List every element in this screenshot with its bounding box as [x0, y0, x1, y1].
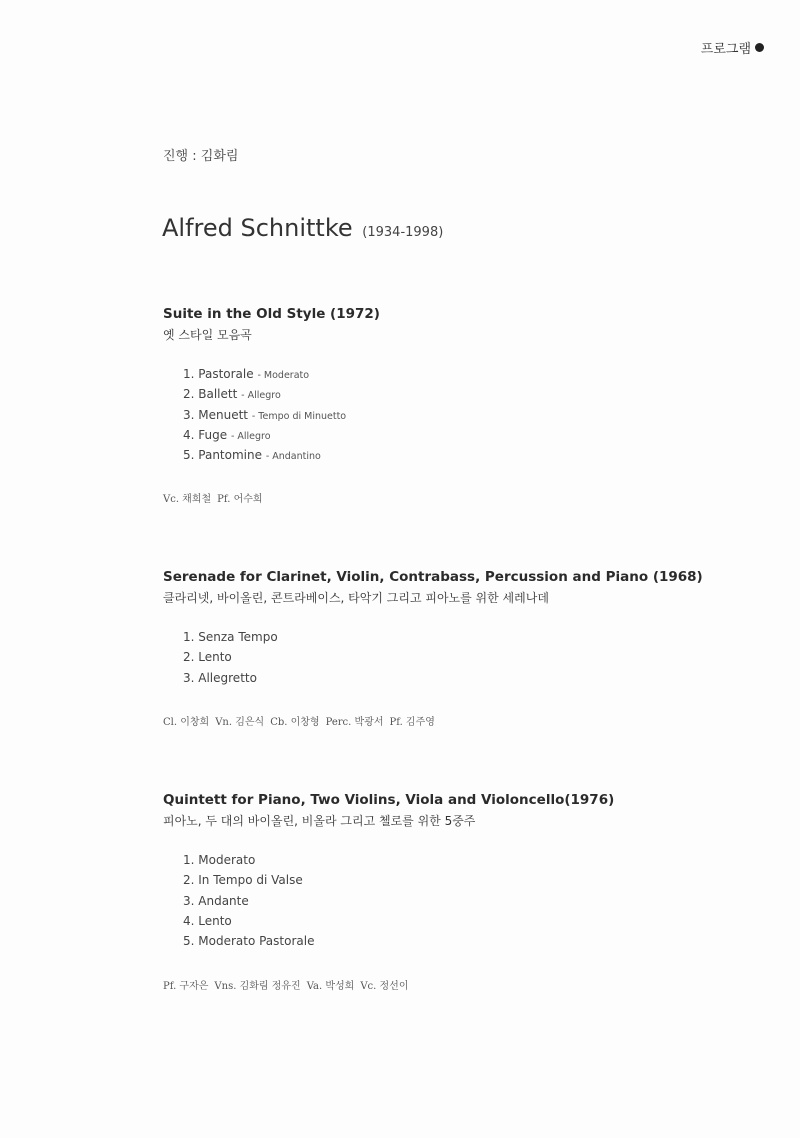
movement-label: 3. Menuett — [183, 407, 249, 422]
bullet-dot-icon — [755, 43, 764, 52]
performer: Vc. 정선이 — [360, 981, 409, 992]
section-label: 프로그램 — [700, 42, 751, 57]
movement-label: 1. Moderato — [183, 853, 256, 867]
movement-tempo: - Tempo di Minuetto — [251, 410, 347, 422]
movement-label: 4. Lento — [183, 913, 232, 928]
movement-label: 2. Lento — [183, 650, 232, 665]
movement-list — [183, 364, 763, 465]
performer: Perc. 박광서 — [325, 717, 384, 728]
movement-item — [183, 911, 763, 931]
work-2 — [163, 567, 763, 688]
movement-label: 3. Allegretto — [183, 670, 257, 685]
movement-item — [183, 870, 763, 890]
movement-label: 1. Pastorale — [183, 367, 254, 381]
movement-list — [183, 627, 763, 688]
movement-list — [183, 850, 763, 951]
performer: Pf. 김주영 — [389, 717, 435, 728]
performer: Pf. 어수희 — [217, 494, 263, 505]
performer: Pf. 구자은 — [163, 981, 209, 992]
movement-label: 4. Fuge — [183, 427, 228, 442]
work-subtitle: 클라리넷, 바이올린, 콘트라베이스, 타악기 그리고 피아노를 위한 세레나데 — [163, 591, 549, 605]
work-3 — [163, 790, 763, 951]
performers-line — [163, 977, 763, 992]
movement-label: 1. Senza Tempo — [183, 630, 278, 644]
composer-name: Alfred Schnittke — [162, 214, 353, 242]
movement-item — [183, 405, 763, 425]
movement-item — [183, 850, 763, 870]
performer: Vc. 채희철 — [163, 494, 212, 505]
movement-item — [183, 627, 763, 647]
movement-item — [183, 425, 763, 445]
movement-tempo: - Allegro — [241, 390, 281, 402]
performers-line — [163, 713, 763, 728]
movement-item — [183, 931, 763, 951]
performer: Vns. 김화림 정유진 — [214, 981, 301, 992]
movement-tempo: - Andantino — [265, 451, 321, 463]
page-header — [701, 38, 764, 57]
work-title: Serenade for Clarinet, Violin, Contrabass, Percussion and Piano (1968) — [163, 569, 703, 585]
work-subtitle: 옛 스타일 모음곡 — [163, 328, 252, 342]
performer: Vn. 김은식 — [215, 717, 265, 728]
movement-item — [183, 891, 763, 911]
work-title: Quintett for Piano, Two Violins, Viola and Violoncello(1976) — [163, 792, 615, 808]
movement-label: 5. Pantomine — [183, 448, 262, 463]
performer: Cl. 이창희 — [163, 717, 210, 728]
movement-item — [183, 668, 763, 688]
movement-item — [183, 384, 763, 404]
performer: Va. 박성희 — [306, 981, 355, 992]
movement-label: 5. Moderato Pastorale — [183, 934, 315, 949]
work-1 — [163, 304, 763, 465]
composer-years: (1934-1998) — [362, 225, 444, 240]
movement-label: 2. In Tempo di Valse — [183, 873, 303, 888]
work-title: Suite in the Old Style (1972) — [163, 306, 380, 322]
performer: Cb. 이창형 — [270, 717, 320, 728]
movement-item — [183, 647, 763, 667]
movement-item — [183, 445, 763, 465]
host-line: 진행 : 김화림 — [163, 149, 239, 164]
work-subtitle: 피아노, 두 대의 바이올린, 비올라 그리고 첼로를 위한 5중주 — [163, 814, 476, 828]
movement-tempo: - Moderato — [257, 370, 310, 381]
movement-label: 2. Ballett — [183, 387, 238, 402]
performers-line — [163, 490, 763, 505]
movement-item — [183, 364, 763, 384]
movement-label: 3. Andante — [183, 893, 249, 908]
composer-heading — [162, 214, 443, 242]
movement-tempo: - Allegro — [230, 430, 271, 442]
